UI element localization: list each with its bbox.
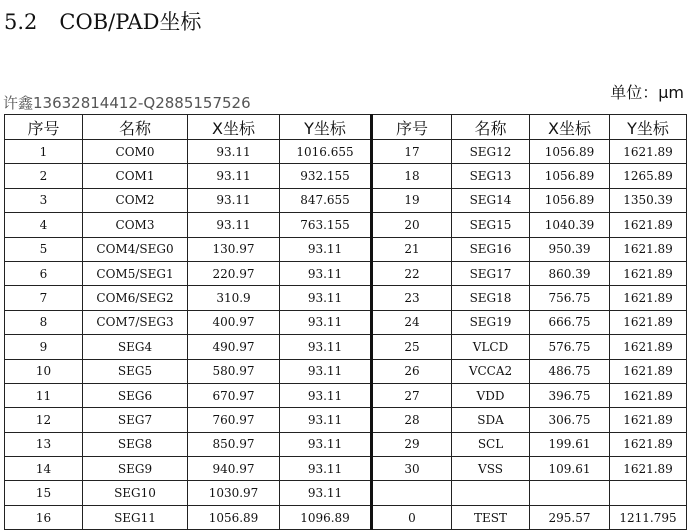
cell-no: 0 (372, 505, 452, 529)
cell-x: 756.75 (530, 286, 610, 310)
cell-name: SEG10 (83, 481, 188, 505)
cell-name: SEG17 (452, 261, 530, 285)
cell-name: TEST (452, 505, 530, 529)
cell-no: 16 (5, 505, 83, 529)
cell-x: 486.75 (530, 359, 610, 383)
header-y: Y坐标 (610, 115, 687, 140)
cell-x: 940.97 (188, 457, 280, 481)
table-row (5, 286, 687, 310)
cell-x: 1056.89 (530, 188, 610, 212)
cell-y: 1350.39 (610, 188, 687, 212)
cell-y: 1621.89 (610, 383, 687, 407)
cell-no: 18 (372, 164, 452, 188)
cell-name: VLCD (452, 335, 530, 359)
cell-x: 670.97 (188, 383, 280, 407)
cell-x: 93.11 (188, 188, 280, 212)
cell-name: SEG16 (452, 237, 530, 261)
cell-no: 15 (5, 481, 83, 505)
cell-no: 8 (5, 310, 83, 334)
header-name: 名称 (452, 115, 530, 140)
cell-y: 1621.89 (610, 432, 687, 456)
cell-name: SEG18 (452, 286, 530, 310)
cell-name: SEG4 (83, 335, 188, 359)
table-row (5, 310, 687, 334)
cell-y: 93.11 (280, 237, 372, 261)
cell-name: SEG9 (83, 457, 188, 481)
cell-x: 396.75 (530, 383, 610, 407)
cell-no: 19 (372, 188, 452, 212)
cell-x: 576.75 (530, 335, 610, 359)
cell-y: 1211.795 (610, 505, 687, 529)
cell-no: 7 (5, 286, 83, 310)
cell-x: 400.97 (188, 310, 280, 334)
header-x: X坐标 (530, 115, 610, 140)
header-no: 序号 (372, 115, 452, 140)
cell-no: 29 (372, 432, 452, 456)
cell-no: 23 (372, 286, 452, 310)
cell-y: 1621.89 (610, 261, 687, 285)
table-row (5, 457, 687, 481)
cell-x: 580.97 (188, 359, 280, 383)
table-row (5, 213, 687, 237)
cell-no: 11 (5, 383, 83, 407)
cell-x: 93.11 (188, 140, 280, 164)
cell-x: 860.39 (530, 261, 610, 285)
cell-x (530, 481, 610, 505)
cell-no: 28 (372, 408, 452, 432)
table-row (5, 383, 687, 407)
cell-x: 130.97 (188, 237, 280, 261)
cell-no: 10 (5, 359, 83, 383)
cell-y: 93.11 (280, 408, 372, 432)
cell-no: 1 (5, 140, 83, 164)
cell-x: 220.97 (188, 261, 280, 285)
cell-x: 850.97 (188, 432, 280, 456)
section-heading (4, 6, 201, 36)
cell-x: 1056.89 (188, 505, 280, 529)
cell-name: COM1 (83, 164, 188, 188)
cell-no: 21 (372, 237, 452, 261)
cell-no: 3 (5, 188, 83, 212)
cell-name: SEG13 (452, 164, 530, 188)
cell-x: 490.97 (188, 335, 280, 359)
cell-y: 847.655 (280, 188, 372, 212)
cell-x: 1056.89 (530, 164, 610, 188)
cell-no: 6 (5, 261, 83, 285)
table-body (5, 140, 687, 530)
table-row (5, 432, 687, 456)
contact-watermark: 许鑫13632814412-Q2885157526 (3, 94, 251, 112)
cell-name: SCL (452, 432, 530, 456)
cell-name: SEG5 (83, 359, 188, 383)
cell-no: 17 (372, 140, 452, 164)
cell-name: VCCA2 (452, 359, 530, 383)
header-name: 名称 (83, 115, 188, 140)
cell-y: 93.11 (280, 335, 372, 359)
cell-y: 1621.89 (610, 359, 687, 383)
unit-label: 单位：μm (610, 83, 684, 102)
table-row (5, 481, 687, 505)
cell-y: 93.11 (280, 359, 372, 383)
cell-name: COM0 (83, 140, 188, 164)
table-row (5, 237, 687, 261)
cell-name: VDD (452, 383, 530, 407)
cell-name: COM7/SEG3 (83, 310, 188, 334)
cell-no: 14 (5, 457, 83, 481)
table-row (5, 261, 687, 285)
cell-x: 306.75 (530, 408, 610, 432)
cell-y: 1621.89 (610, 457, 687, 481)
cell-x: 1030.97 (188, 481, 280, 505)
pad-coordinate-table (4, 114, 687, 530)
cell-name: SDA (452, 408, 530, 432)
cell-y (610, 481, 687, 505)
cell-name: SEG7 (83, 408, 188, 432)
cell-x: 666.75 (530, 310, 610, 334)
header-no: 序号 (5, 115, 83, 140)
cell-name: SEG14 (452, 188, 530, 212)
table-row (5, 164, 687, 188)
table-row (5, 188, 687, 212)
cell-x: 1056.89 (530, 140, 610, 164)
cell-name (452, 481, 530, 505)
cell-x: 950.39 (530, 237, 610, 261)
cell-y: 1096.89 (280, 505, 372, 529)
cell-y: 932.155 (280, 164, 372, 188)
table-row (5, 505, 687, 529)
cell-no: 22 (372, 261, 452, 285)
section-number: 5.2 (4, 10, 38, 34)
cell-no: 24 (372, 310, 452, 334)
table-header-row (5, 115, 687, 140)
cell-no: 5 (5, 237, 83, 261)
cell-y: 1621.89 (610, 310, 687, 334)
cell-y: 93.11 (280, 481, 372, 505)
cell-no: 12 (5, 408, 83, 432)
cell-no (372, 481, 452, 505)
cell-no: 30 (372, 457, 452, 481)
cell-no: 13 (5, 432, 83, 456)
cell-name: VSS (452, 457, 530, 481)
cell-x: 199.61 (530, 432, 610, 456)
cell-y: 1621.89 (610, 213, 687, 237)
cell-y: 93.11 (280, 286, 372, 310)
cell-y: 1621.89 (610, 237, 687, 261)
cell-no: 26 (372, 359, 452, 383)
table-row (5, 140, 687, 164)
cell-no: 2 (5, 164, 83, 188)
cell-name: SEG11 (83, 505, 188, 529)
cell-x: 295.57 (530, 505, 610, 529)
cell-name: SEG12 (452, 140, 530, 164)
cell-name: SEG8 (83, 432, 188, 456)
cell-y: 93.11 (280, 261, 372, 285)
cell-x: 109.61 (530, 457, 610, 481)
cell-no: 20 (372, 213, 452, 237)
cell-x: 1040.39 (530, 213, 610, 237)
cell-y: 93.11 (280, 432, 372, 456)
cell-no: 27 (372, 383, 452, 407)
cell-name: COM5/SEG1 (83, 261, 188, 285)
cell-name: SEG15 (452, 213, 530, 237)
header-y: Y坐标 (280, 115, 372, 140)
cell-y: 93.11 (280, 383, 372, 407)
cell-x: 310.9 (188, 286, 280, 310)
cell-y: 93.11 (280, 457, 372, 481)
cell-y: 1621.89 (610, 408, 687, 432)
cell-name: SEG6 (83, 383, 188, 407)
cell-y: 1016.655 (280, 140, 372, 164)
cell-name: COM6/SEG2 (83, 286, 188, 310)
cell-name: COM3 (83, 213, 188, 237)
cell-x: 93.11 (188, 164, 280, 188)
cell-no: 9 (5, 335, 83, 359)
cell-name: COM2 (83, 188, 188, 212)
table-row (5, 335, 687, 359)
table-row (5, 408, 687, 432)
cell-y: 1621.89 (610, 286, 687, 310)
cell-name: SEG19 (452, 310, 530, 334)
section-title: COB/PAD坐标 (59, 10, 202, 34)
cell-y: 763.155 (280, 213, 372, 237)
cell-y: 1265.89 (610, 164, 687, 188)
cell-no: 25 (372, 335, 452, 359)
cell-name: COM4/SEG0 (83, 237, 188, 261)
cell-x: 760.97 (188, 408, 280, 432)
cell-x: 93.11 (188, 213, 280, 237)
table-row (5, 359, 687, 383)
cell-y: 93.11 (280, 310, 372, 334)
cell-y: 1621.89 (610, 140, 687, 164)
header-x: X坐标 (188, 115, 280, 140)
cell-y: 1621.89 (610, 335, 687, 359)
cell-no: 4 (5, 213, 83, 237)
